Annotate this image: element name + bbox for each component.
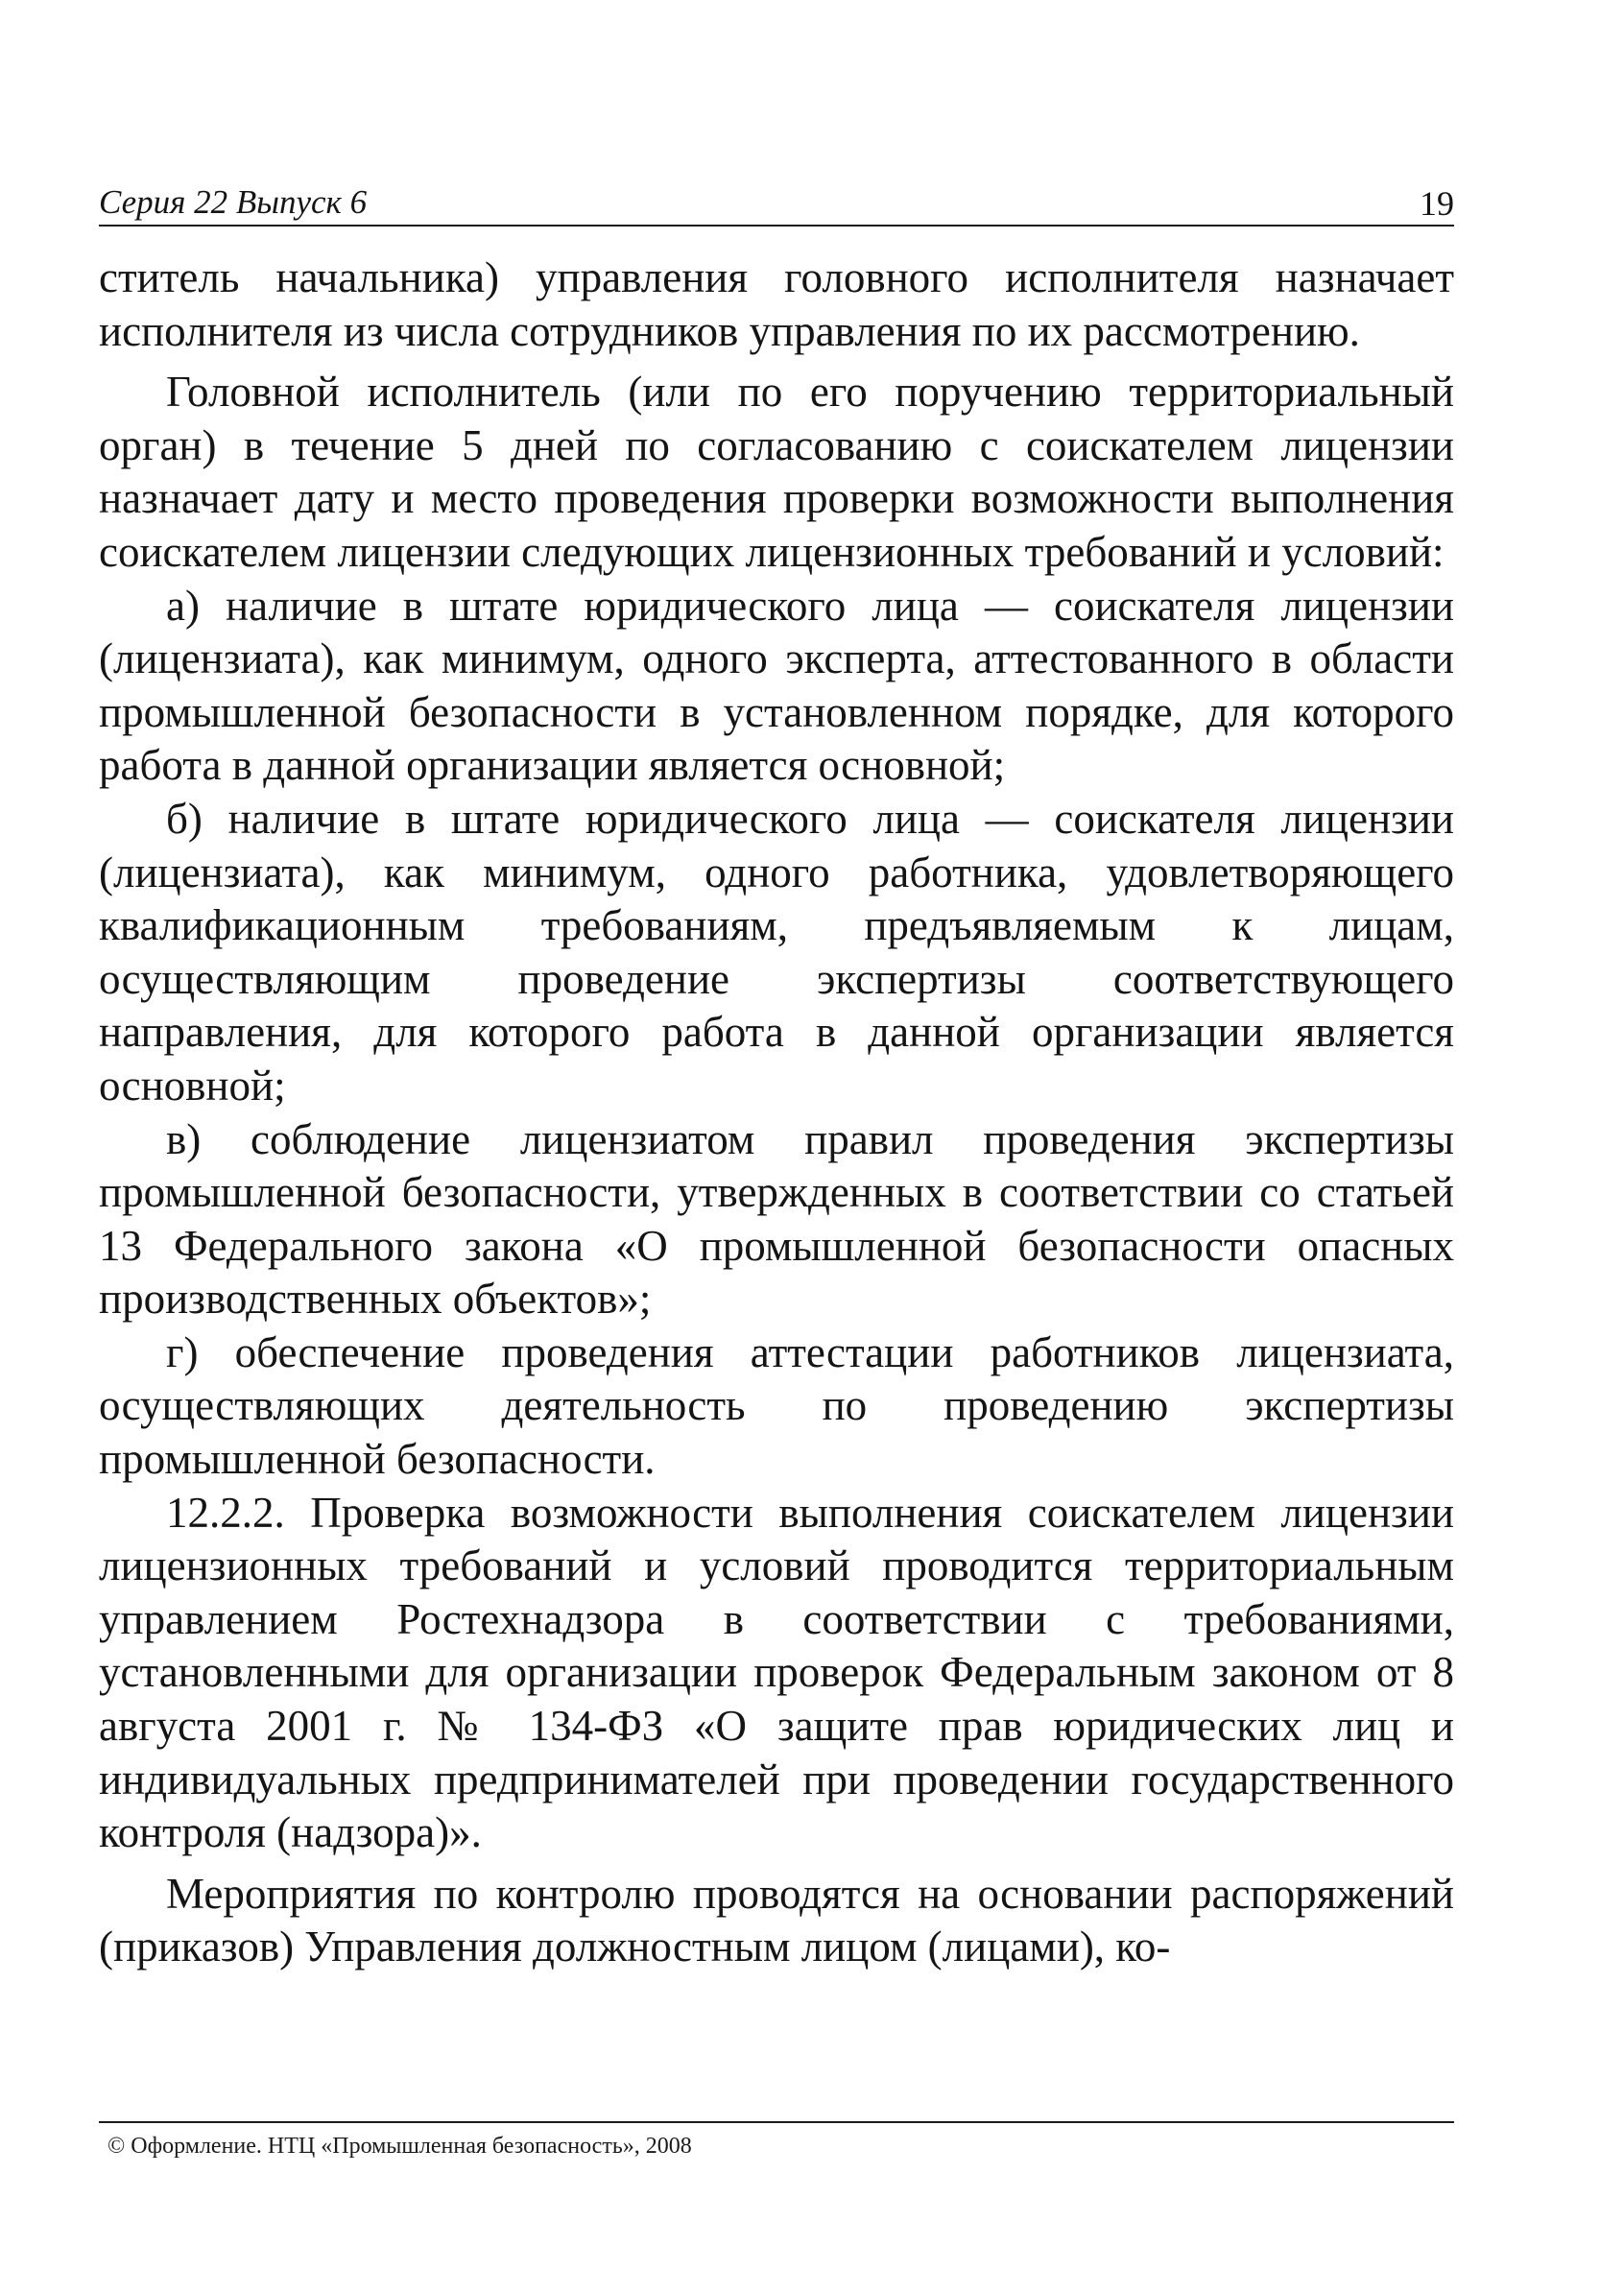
section-12-2-2: 12.2.2. Проверка возможности выполнения соискателем лицензии лицензионных требований и условий проводится территориальным управлением Ростехнадзора в соответствии с требованиями, установленными для организации проверок Федеральным законом от 8 августа 2001 г. № 134-ФЗ «О защите прав юридических лиц и индивидуальных предпринимателей при проведении государственного контроля (надзора)». [99, 1488, 1454, 1857]
list-item-b: б) наличие в штате юридического лица — соискателя лицензии (лицензиата), как минимум, одного работника, удовлетворяющего квалификационным требованиям, предъявляемым к лицам, осуществляющим проведение экспертизы соответствующего направления, для которого работа в данной организации является основной; [99, 794, 1454, 1110]
list-item-g: г) обеспечение проведения аттестации работников лицензиата, осуществляющих деятельность по проведению экспертизы промышленной безопасности. [99, 1327, 1454, 1484]
series-title: Серия 22 Выпуск 6 [99, 183, 368, 221]
footer-divider [99, 2121, 1454, 2123]
list-item-a: а) наличие в штате юридического лица — соискателя лицензии (лицензиата), как минимум, одного эксперта, аттестованного в области промышленной безопасности в установленном порядке, для которого работа в данной организации является основной; [99, 581, 1454, 790]
paragraph: Головной исполнитель (или по его поручению территориальный орган) в течение 5 дней по согласованию с соискателем лицензии назначает дату и место проведения проверки возможности выполнения соискателем лицензии следующих лицензионных требований и условий: [99, 368, 1454, 576]
paragraph-continuation: ститель начальника) управления головного исполнителя назначает исполнителя из числа сотрудников управления по их рассмотрению. [99, 253, 1454, 355]
list-item-v: в) соблюдение лицензиатом правил проведения экспертизы промышленной безопасности, утвержденных в соответствии со статьей 13 Федерального закона «О промышленной безопасности опасных производственных объектов»; [99, 1114, 1454, 1324]
page-header [99, 180, 1454, 227]
page-number: 19 [1420, 184, 1454, 223]
copyright-footer: © Оформление. НТЦ «Промышленная безопасность», 2008 [107, 2134, 692, 2159]
paragraph: Мероприятия по контролю проводятся на основании распоряжений (приказов) Управления должностным лицом (лицами), ко- [99, 1869, 1454, 1971]
document-body [99, 251, 1454, 1974]
